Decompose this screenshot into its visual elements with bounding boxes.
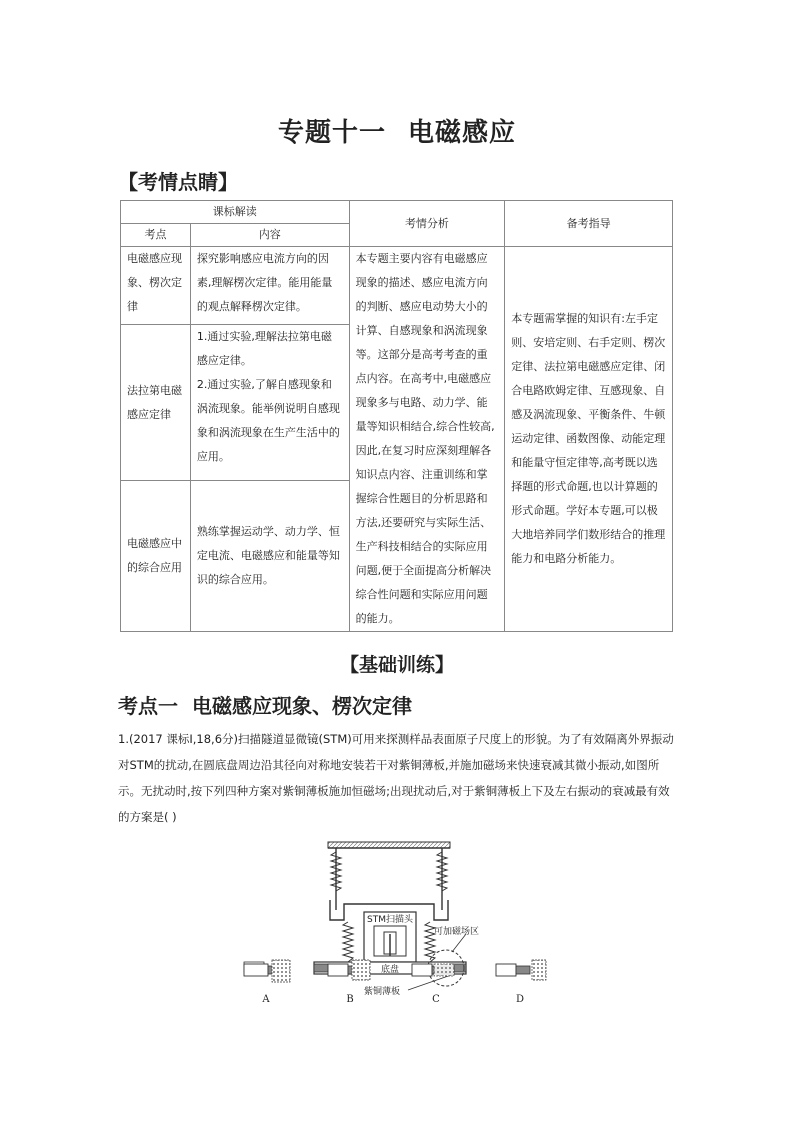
row1-content: 探究影响感应电流方向的因素,理解楞次定律。能用能量的观点解释楞次定律。 [190, 247, 349, 325]
row2-content-item: 2.通过实验,了解自感现象和涡流现象。能举例说明自感现象和涡流现象在生产生活中的应用。 [196, 378, 340, 464]
kp-number: 考点一 [118, 694, 178, 718]
option-d-diagram [496, 960, 546, 980]
base-label: 底盘 [380, 965, 400, 975]
ceiling [328, 842, 450, 848]
option-c-label: C [432, 994, 440, 1005]
training-heading: 【基础训练】 [339, 654, 454, 676]
header-guide: 备考指导 [505, 201, 673, 247]
exam-section-heading: 【考情点睛】 [118, 170, 238, 194]
stm-head-label: STM扫描头 [367, 915, 413, 925]
field-region-label: 可加磁场区 [434, 927, 480, 937]
header-point: 考点 [121, 224, 191, 247]
plate-label: 紫铜薄板 [364, 987, 401, 997]
title-part2: 电磁感应 [408, 118, 517, 148]
row2-content-item: 1.通过实验,理解法拉第电磁感应定律。 [196, 330, 332, 368]
kp-title: 电磁感应现象、楞次定律 [192, 694, 412, 718]
option-a-label: A [262, 994, 270, 1005]
option-b-diagram [328, 960, 370, 980]
exam-analysis-table [120, 200, 673, 632]
row1-point: 电磁感应现象、楞次定律 [121, 247, 191, 325]
title-part1: 专题十一 [277, 118, 386, 148]
guide-cell: 本专题需掌握的知识有:左手定则、安培定则、右手定则、楞次定律、法拉第电磁感应定律、闭合电路欧姆定律、互感现象、自感及涡流现象、平衡条件、牛顿运动定律、函数图像、动能定理和能量守恒定律等,高考既以选择题的形式命题,也以计算题的形式命题。学好本专题,可以极大地培养同学们数形结合的推理能力和电路分析能力。 [505, 247, 673, 632]
row3-point: 电磁感应中的综合应用 [121, 480, 191, 631]
row3-content: 熟练掌握运动学、动力学、恒定电流、电磁感应和能量等知识的综合应用。 [190, 480, 349, 631]
question-1: 1.(2017 课标Ⅰ,18,6分)扫描隧道显微镜(STM)可用来探测样品表面原子尺度上的形貌。为了有效隔离外界振动对STM的扰动,在圆底盘周边沿其径向对称地安装若干对紫铜薄板,并施加磁场来快速衰减其微小振动,如图所示。无扰动时,按下列四种方案对紫铜薄板施加恒磁场;出现扰动后,对于紫铜薄板上下及左右振动的衰减最有效的方案是( ) [118, 732, 674, 824]
option-c-diagram [412, 964, 454, 976]
header-analysis: 考情分析 [349, 201, 505, 247]
options-row [240, 954, 560, 1014]
header-content: 内容 [190, 224, 349, 247]
page-title [0, 112, 794, 149]
option-d-label: D [515, 994, 525, 1005]
analysis-cell: 本专题主要内容有电磁感应现象的描述、感应电流方向的判断、感应电动势大小的计算、自感现象和涡流现象等。这部分是高考考查的重点内容。在高考中,电磁感应现象多与电路、动力学、能量等知识相结合,综合性较高,因此,在复习时应深刻理解各知识点内容、注重训练和掌握综合性题目的分析思路和方法,还要研究与实际生活、生产科技相结合的实际应用问题,便于全面提高分析解决综合性问题和实际应用问题的能力。 [349, 247, 505, 632]
option-b-label: B [346, 994, 354, 1005]
header-curriculum: 课标解读 [121, 201, 350, 224]
row2-content [190, 325, 349, 481]
option-a-diagram [244, 960, 290, 982]
knowledge-point-heading [118, 690, 412, 719]
row2-point: 法拉第电磁感应定律 [121, 325, 191, 481]
